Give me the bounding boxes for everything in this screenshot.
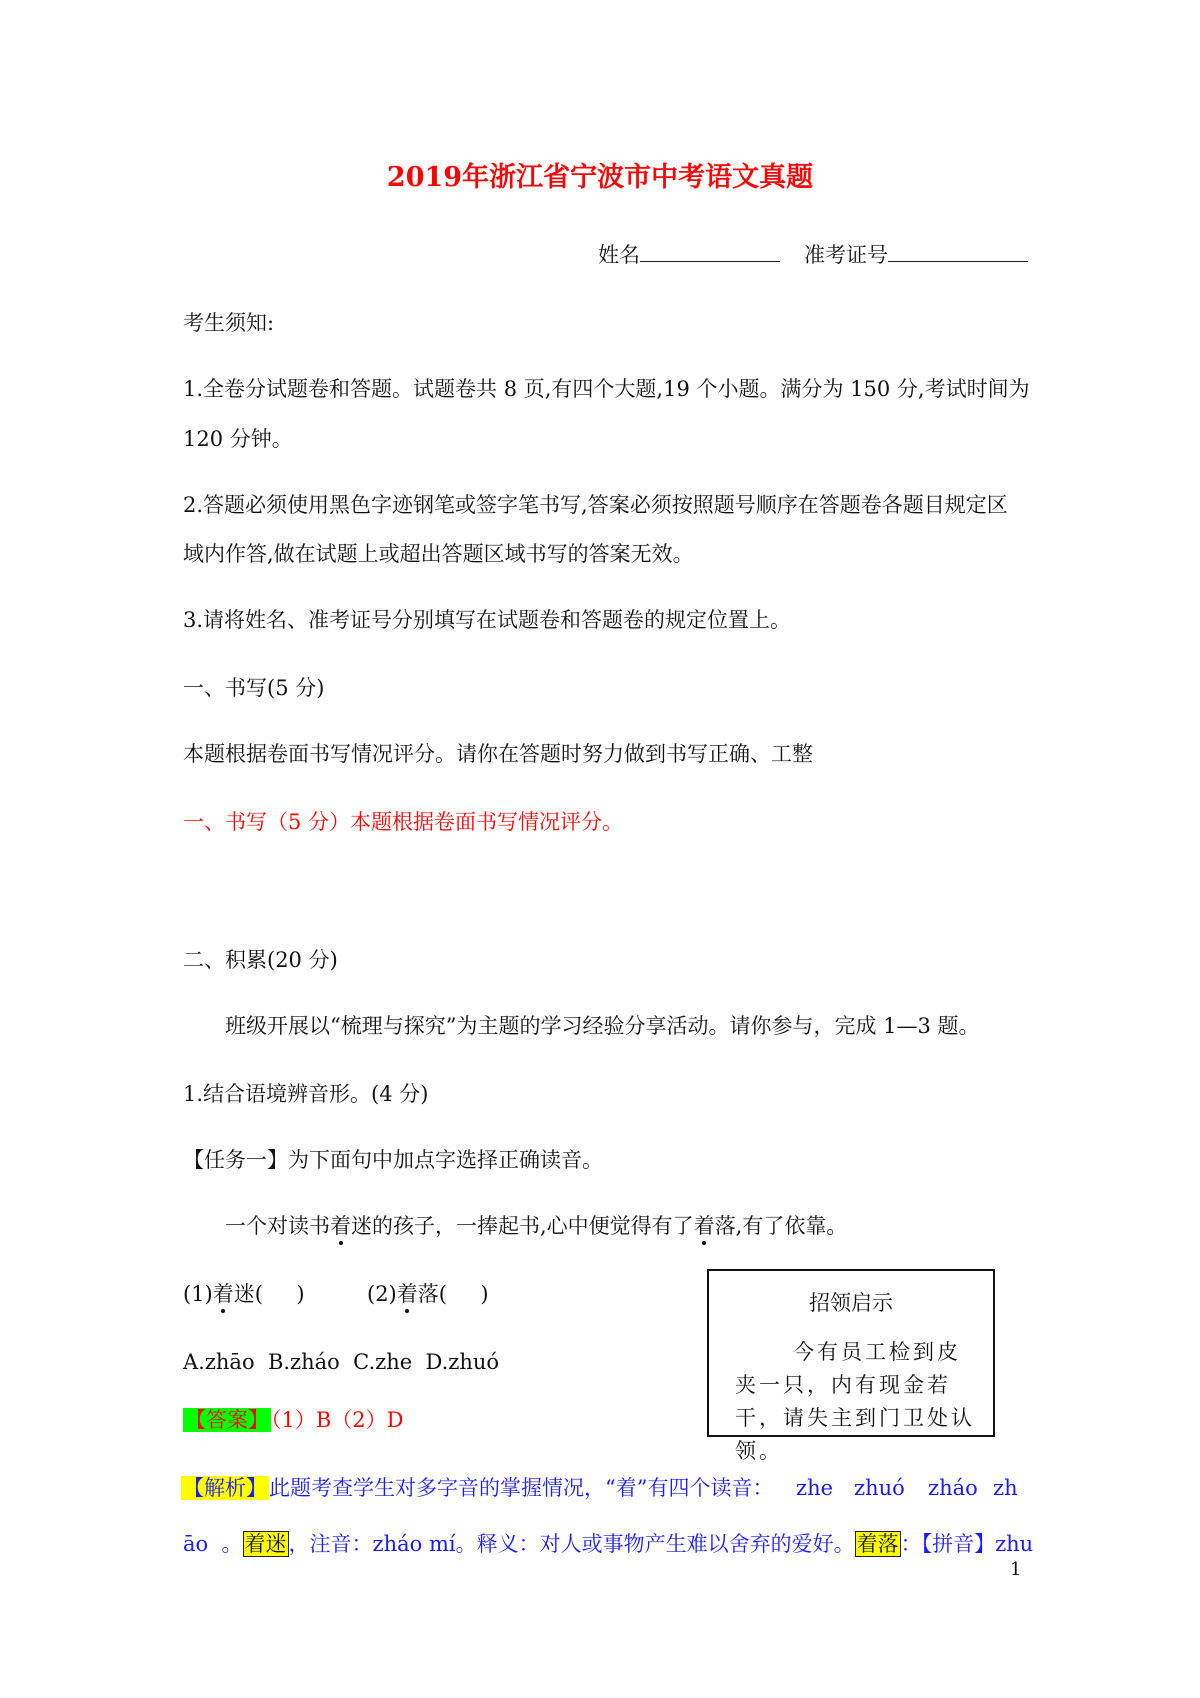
answer-tag: 【答案】 [185,1408,269,1432]
task-1: 【任务一】为下面句中加点字选择正确读音。 [183,1148,603,1172]
page-number: 1 [1010,1559,1022,1580]
reading-zhe: zhe [796,1476,834,1500]
analysis-line-2: āo 。着迷，注音：zháo mí。释义：对人或事物产生难以舍弃的爱好。着落：【拼音】zhu [183,1532,1034,1556]
instruction-item-2a: 2.答题必须使用黑色字迹钢笔或签字笔书写,答案必须按照题号顺序在答题卷各题目规定区 [183,493,1008,517]
sub-question-1: (1)着迷( ) [183,1282,305,1306]
dotted-char: 着 [212,1282,234,1306]
section1-desc: 本题根据卷面书写情况评分。请你在答题时努力做到书写正确、工整 [183,742,813,766]
notice-body: 今有员工检到皮夹一只，内有现金若干，请失主到门卫处认领。 [735,1340,975,1463]
analysis-tag: 【解析】 [183,1476,267,1500]
section1-answer-note: 一、书写（5 分）本题根据卷面书写情况评分。 [183,810,624,834]
answer-text: （1）B（2）D [271,1408,404,1432]
highlight-zhaomi: 着迷 [244,1532,287,1556]
section2-heading: 二、积累(20 分) [183,948,338,972]
instruction-item-2b: 域内作答,做在试题上或超出答题区域书写的答案无效。 [183,542,694,566]
question-1: 1.结合语境辨音形。(4 分) [183,1082,429,1106]
instructions-heading: 考生须知: [183,311,275,335]
instruction-item-1b: 120 分钟。 [183,427,293,451]
notice-title: 招领启示 [809,1291,893,1315]
instruction-item-3: 3.请将姓名、准考证号分别填写在试题卷和答题卷的规定位置上。 [183,608,792,632]
reading-zhao: zháo [928,1476,978,1500]
example-sentence: 一个对读书着迷的孩子，一捧起书,心中便觉得有了着落,有了依靠。 [225,1214,848,1238]
name-blank [640,241,780,262]
reading-zhuo: zhuó [854,1476,905,1500]
section1-heading: 一、书写(5 分) [183,676,325,700]
dotted-char: 着 [396,1282,418,1306]
sub-question-2: (2)着落( ) [367,1282,489,1306]
id-blank [888,241,1028,262]
candidate-fields [598,241,1028,269]
section2-intro: 班级开展以“梳理与探究”为主题的学习经验分享活动。请你参与，完成 1—3 题。 [225,1014,980,1038]
dotted-char: 着 [693,1214,715,1238]
analysis-line-1: 【解析】此题考查学生对多字音的掌握情况，“着”有四个读音： [183,1476,774,1500]
page-title: 2019年浙江省宁波市中考语文真题 [386,162,814,193]
instruction-item-1a: 1.全卷分试题卷和答题。试题卷共 8 页,有四个大题,19 个小题。满分为 150 分,考试时间为 [183,377,1030,401]
dotted-char: 着 [330,1214,351,1238]
id-label: 准考证号 [804,243,888,267]
answer-options: A.zhāo B.zháo C.zhe D.zhuó [183,1350,500,1374]
highlight-zhuoluo: 着落 [856,1532,899,1556]
name-label: 姓名 [598,243,640,267]
reading-zh: zh [993,1476,1018,1500]
answer-line [183,1406,404,1434]
lost-and-found-notice [707,1269,995,1463]
